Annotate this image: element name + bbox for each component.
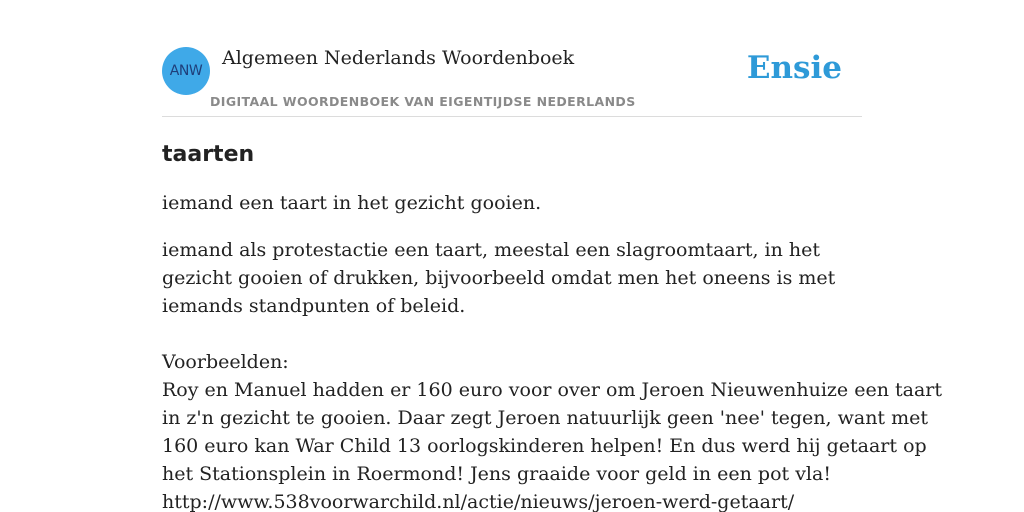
example-line: het Stationsplein in Roermond! Jens graaide voor geld in een pot vla! bbox=[162, 463, 831, 485]
page-title: taarten bbox=[162, 142, 255, 167]
site-subtitle: DIGITAAL WOORDENBOEK VAN EIGENTIJDSE NEDERLANDS bbox=[210, 94, 636, 109]
example-line: in z'n gezicht te gooien. Daar zegt Jeroen natuurlijk geen 'nee' tegen, want met bbox=[162, 407, 929, 429]
ensie-brand-link[interactable]: Ensie bbox=[746, 50, 842, 86]
entry-definition-block bbox=[162, 236, 942, 512]
example-line: Roy en Manuel hadden er 160 euro voor over om Jeroen Nieuwenhuize een taart bbox=[162, 379, 942, 401]
example-source-link[interactable]: http://www.538voorwarchild.nl/actie/nieuws/jeroen-werd-getaart/ bbox=[162, 491, 795, 512]
site-header bbox=[162, 44, 862, 117]
site-title[interactable]: Algemeen Nederlands Woordenboek bbox=[222, 47, 575, 69]
examples-label: Voorbeelden: bbox=[162, 351, 289, 373]
example-line: 160 euro kan War Child 13 oorlogskinderen helpen! En dus werd hij getaart op bbox=[162, 435, 927, 457]
logo-text: ANW bbox=[169, 63, 203, 79]
spacer bbox=[162, 320, 862, 348]
entry-content bbox=[162, 138, 942, 512]
entry-lemma: iemand een taart in het gezicht gooien. bbox=[162, 192, 542, 214]
anw-logo[interactable] bbox=[162, 47, 210, 95]
definition-text: iemand als protestactie een taart, meestal een slagroomtaart, in het gezicht gooien of drukken, bijvoorbeeld omdat men het oneens is met iemands standpunten of beleid. bbox=[162, 239, 836, 317]
